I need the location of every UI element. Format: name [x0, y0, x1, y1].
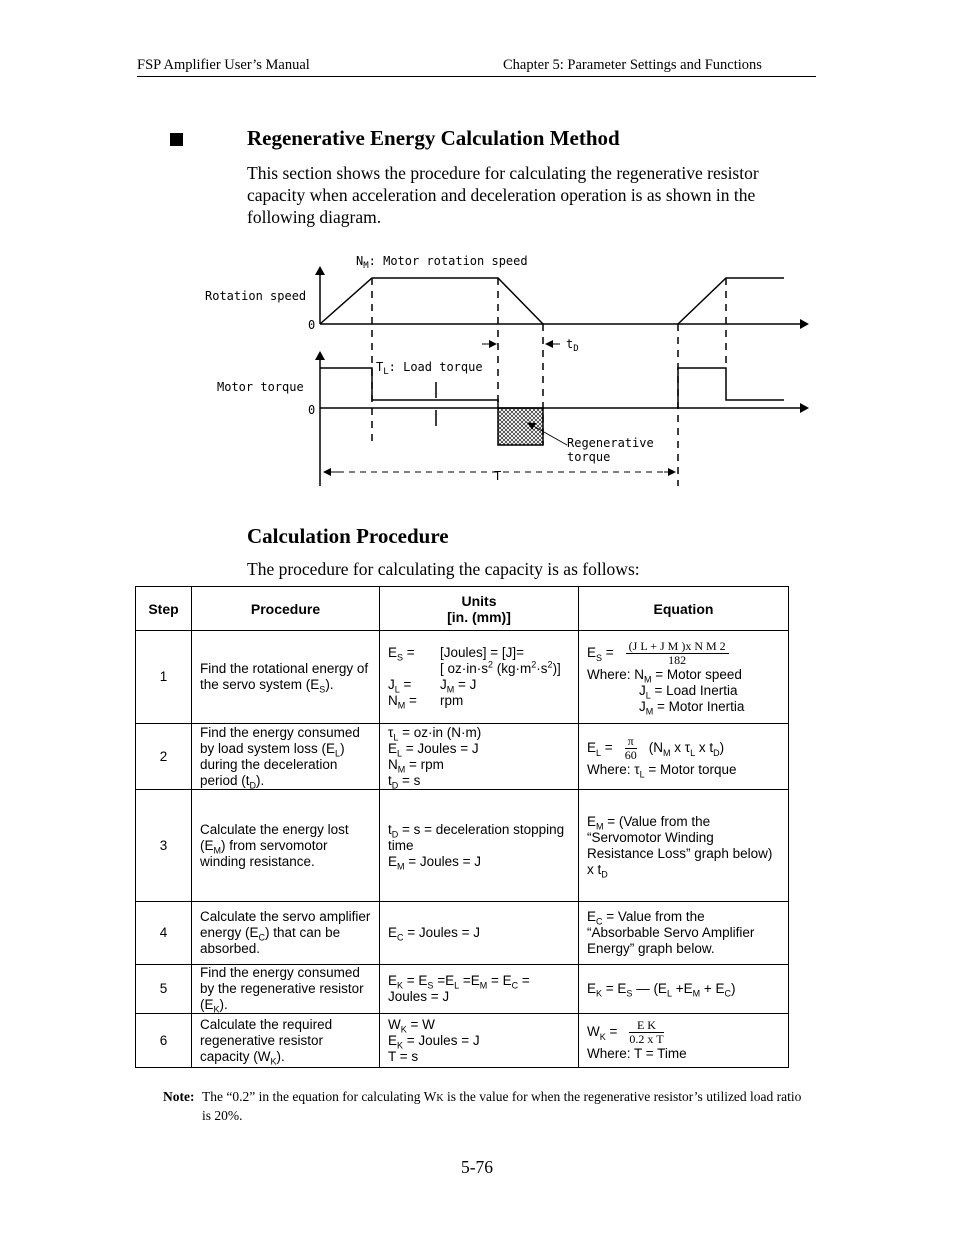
procedure-title: Calculation Procedure: [247, 524, 449, 548]
wk-fraction: $\frac{\text{E K}}{\text{0.2 x T}}$: [629, 1018, 664, 1046]
td-label: [566, 337, 579, 354]
header-equation: Equation: [579, 587, 789, 631]
speed-x-arrow-icon: [800, 319, 809, 329]
units-cell: $\tau_L = oz\cdot in$ (N·m) $E_L$ = Joules = J $N_M$ = rpm $t_D = s$: [380, 724, 579, 790]
table-row: [136, 965, 789, 1014]
calculation-table: [135, 586, 789, 1068]
procedure-lead: The procedure for calculating the capacity is as follows:: [247, 559, 640, 579]
speed-zero-label: 0: [308, 318, 316, 332]
units-cell: $t_D = s$ = deceleration stopping time $E_M$ = Joules = J: [380, 790, 579, 902]
torque-axis-arrow-icon: [315, 351, 325, 360]
speed-axis-arrow-icon: [315, 266, 325, 275]
header-units: [380, 587, 579, 631]
regen-label-line2: torque: [567, 450, 611, 464]
nm-subscript: M: [363, 261, 369, 271]
procedure-cell: Calculate the required regenerative resistor capacity $(W_K)$.: [192, 1014, 380, 1068]
table-header-row: [136, 587, 789, 631]
regenerative-torque-area: [498, 408, 543, 445]
header-procedure: Procedure: [192, 587, 380, 631]
step-number: 5: [136, 965, 192, 1014]
table-row: [136, 902, 789, 965]
procedure-cell: Find the energy consumed by load system loss $(E_L)$ during the deceleration period $(t_D)$.: [192, 724, 380, 790]
torque-profile: [320, 368, 498, 408]
page-number: 5-76: [460, 1157, 494, 1177]
tl-text: : Load torque: [388, 360, 483, 374]
table-row: [136, 1014, 789, 1068]
step-number: 3: [136, 790, 192, 902]
equation-cell: $E_S$ = $\frac{\text{(J L + J M )x N M 2}}{182}$ Where: $N_M$ = Motor speed $J_L$ = Load Inertia $J_M$ = Motor Inertia: [579, 631, 789, 724]
header-manual-title: FSP Amplifier User’s Manual: [137, 57, 310, 73]
equation-cell: $W_K$ = $\frac{\text{E K}}{\text{0.2 x T}}$ Where: T = Time: [579, 1014, 789, 1068]
nm-label: [356, 254, 528, 271]
speed-profile-repeat: [678, 278, 784, 324]
header-chapter-title: Chapter 5: Parameter Settings and Functions: [503, 57, 762, 73]
torque-zero-label: 0: [308, 403, 316, 417]
procedure-cell: Calculate the servo amplifier energy $(E_C)$ that can be absorbed.: [192, 902, 380, 965]
es-fraction: $\frac{\text{(J L + J M )x N M 2}}{182}$: [626, 640, 729, 667]
units-cell: $E_C$ = Joules = J: [380, 902, 579, 965]
units-cell: $E_S$ = [Joules] = [J]= [ $oz\cdot in\cdot s^2$ $(kg\cdot m^2\cdot s^2)$] $J_L = J_M = J$ $N_M$ = rpm: [380, 631, 579, 724]
table-row: [136, 790, 789, 902]
header-units-line1: Units: [461, 592, 497, 609]
procedure-cell: Calculate the energy lost $(E_M)$ from servomotor winding resistance.: [192, 790, 380, 902]
section-title: Regenerative Energy Calculation Method: [247, 126, 620, 150]
step-number: 1: [136, 631, 192, 724]
motor-torque-label: Motor torque: [217, 380, 304, 394]
td-symbol: t: [566, 337, 574, 351]
procedure-cell: Find the energy consumed by the regenerative resistor $(E_K)$.: [192, 965, 380, 1014]
procedure-cell: Find the rotational energy of the servo system $(E_S)$.: [192, 631, 380, 724]
equation-cell: $E_C$ = Value from the “Absorbable Servo Amplifier Energy” graph below.: [579, 902, 789, 965]
equation-cell: $E_M$ = (Value from the “Servomotor Winding Resistance Loss” graph below) x $t_D$: [579, 790, 789, 902]
torque-profile-repeat: [678, 368, 784, 408]
units-cell: $E_K = E_S =E_L =E_M = E_C$ = Joules = J: [380, 965, 579, 1014]
period-label: T: [494, 469, 502, 483]
note-text: The “0.2” in the equation for calculating WK is the value for when the regenerative resistor’s utilized load ratio is 20%.: [202, 1089, 802, 1123]
equation-cell: $E_K = E_S$ — $(E_L +E_M + E_C)$: [579, 965, 789, 1014]
speed-profile: [320, 278, 543, 324]
tl-symbol: T: [376, 360, 384, 374]
units-cell: $W_K = W$ $E_K$ = Joules = J T = s: [380, 1014, 579, 1068]
tl-label: [376, 360, 483, 377]
equation-cell: $E_L$ = $\frac{\pi}{60}$ ($N_M$ x $\tau_L$ x $t_D$) Where: $\tau_L$ = Motor torque: [579, 724, 789, 790]
nm-symbol: N: [356, 254, 364, 268]
section-intro: This section shows the procedure for calculating the regenerative resistor capacity when acceleration and deceleration operation is as shown in the following diagram.: [247, 163, 759, 227]
tl-subscript: L: [383, 367, 389, 377]
td-subscript: D: [573, 344, 579, 354]
header-units-line2: [in. (mm)]: [447, 608, 511, 625]
step-number: 4: [136, 902, 192, 965]
header-step: Step: [136, 587, 192, 631]
torque-x-arrow-icon: [800, 403, 809, 413]
nm-text: : Motor rotation speed: [368, 254, 528, 268]
step-number: 2: [136, 724, 192, 790]
rotation-speed-label: Rotation speed: [205, 289, 307, 303]
regen-label-line1: Regenerative: [567, 436, 654, 450]
table-row: [136, 631, 789, 724]
note-label: Note:: [163, 1089, 195, 1104]
step-number: 6: [136, 1014, 192, 1068]
el-fraction: $\frac{\pi}{60}$: [624, 734, 637, 762]
table-row: [136, 724, 789, 790]
timing-diagram: [0, 0, 954, 500]
